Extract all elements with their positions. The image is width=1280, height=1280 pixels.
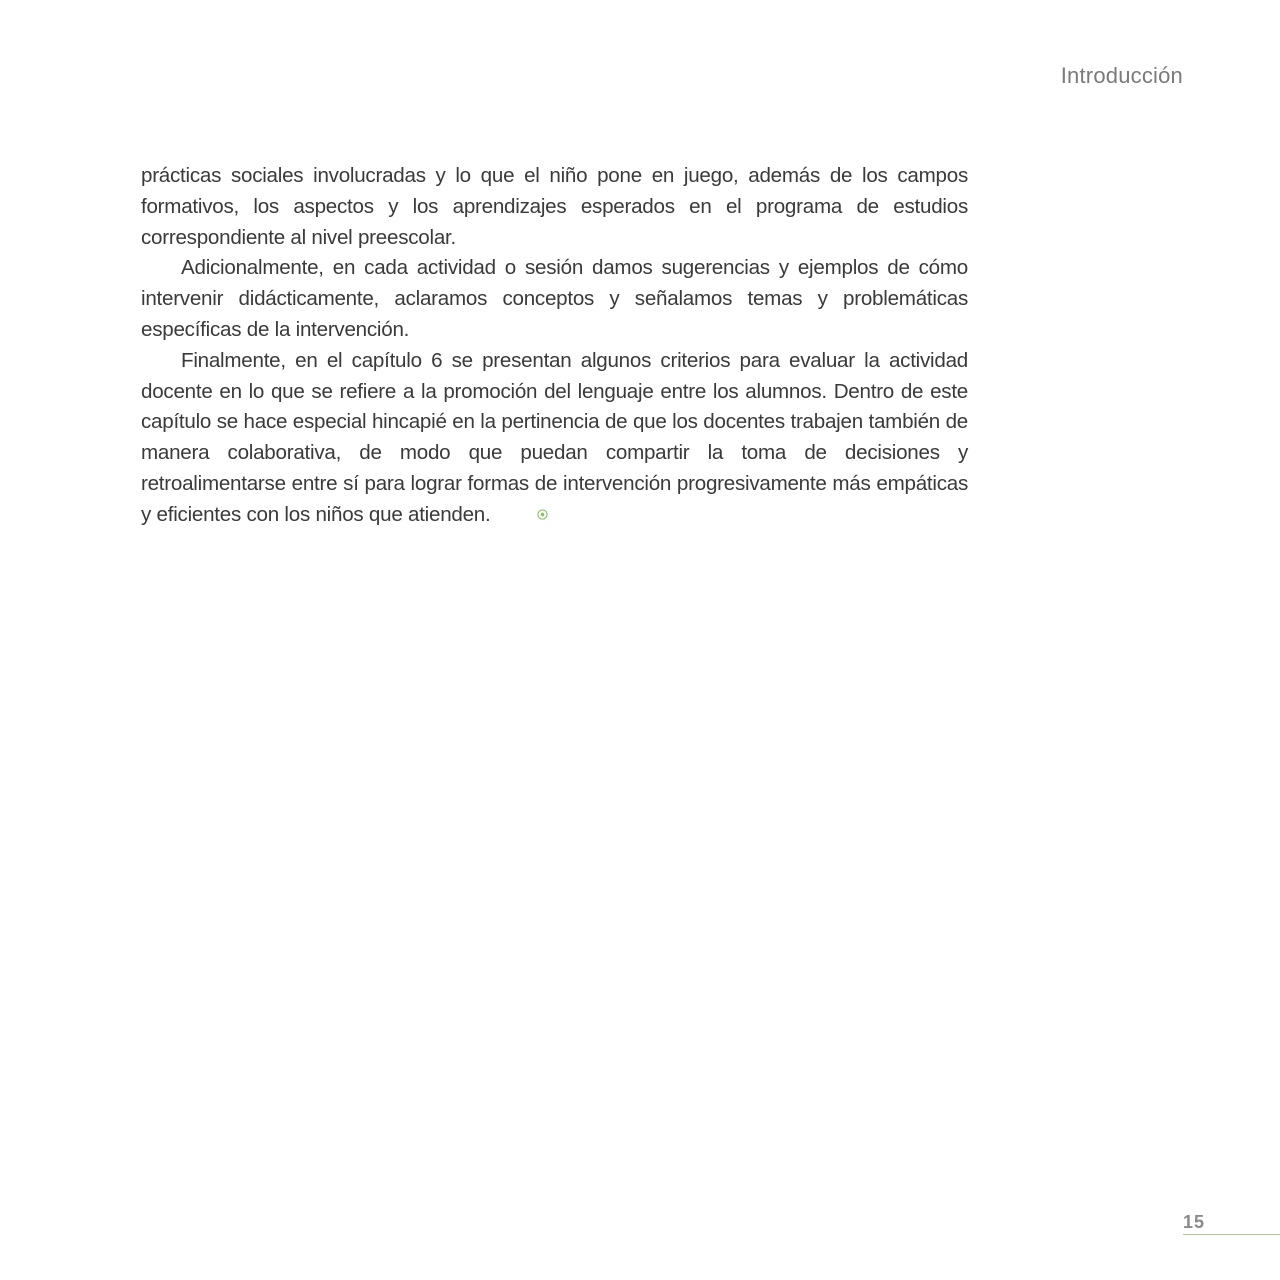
paragraph-text: Finalmente, en el capítulo 6 se presentan algunos criterios para evaluar la actividad docente en lo que se refiere a la promoción del lenguaje entre los alumnos. Dentro de este capítulo se hace especial hincapié en la pertinencia de que los docentes trabajen también de manera colaborativa, de modo que puedan compartir la toma de decisiones y retroalimentarse entre sí para lograr formas de intervención progresivamente más empáticas y eficientes con los niños que atienden.: [141, 348, 968, 526]
footer-rule: [1183, 1234, 1280, 1235]
paragraph-text: prácticas sociales involucradas y lo que el niño pone en juego, además de los campos formativos, los aspectos y los aprendizajes esperados en el programa de estudios correspondiente al nivel preescolar.: [141, 164, 968, 249]
circled-dot-icon: [497, 499, 548, 530]
paragraph: [141, 253, 968, 345]
paragraph: [141, 161, 968, 253]
running-header-title: Introducción: [1060, 63, 1183, 88]
paragraph-text: Adicionalmente, en cada actividad o sesión damos sugerencias y ejemplos de cómo intervenir didácticamente, aclaramos conceptos y señalamos temas y problemáticas específicas de la intervención.: [141, 256, 968, 341]
body-text: [141, 161, 968, 531]
paragraph: [141, 346, 968, 531]
page-number: 15: [1183, 1212, 1206, 1232]
